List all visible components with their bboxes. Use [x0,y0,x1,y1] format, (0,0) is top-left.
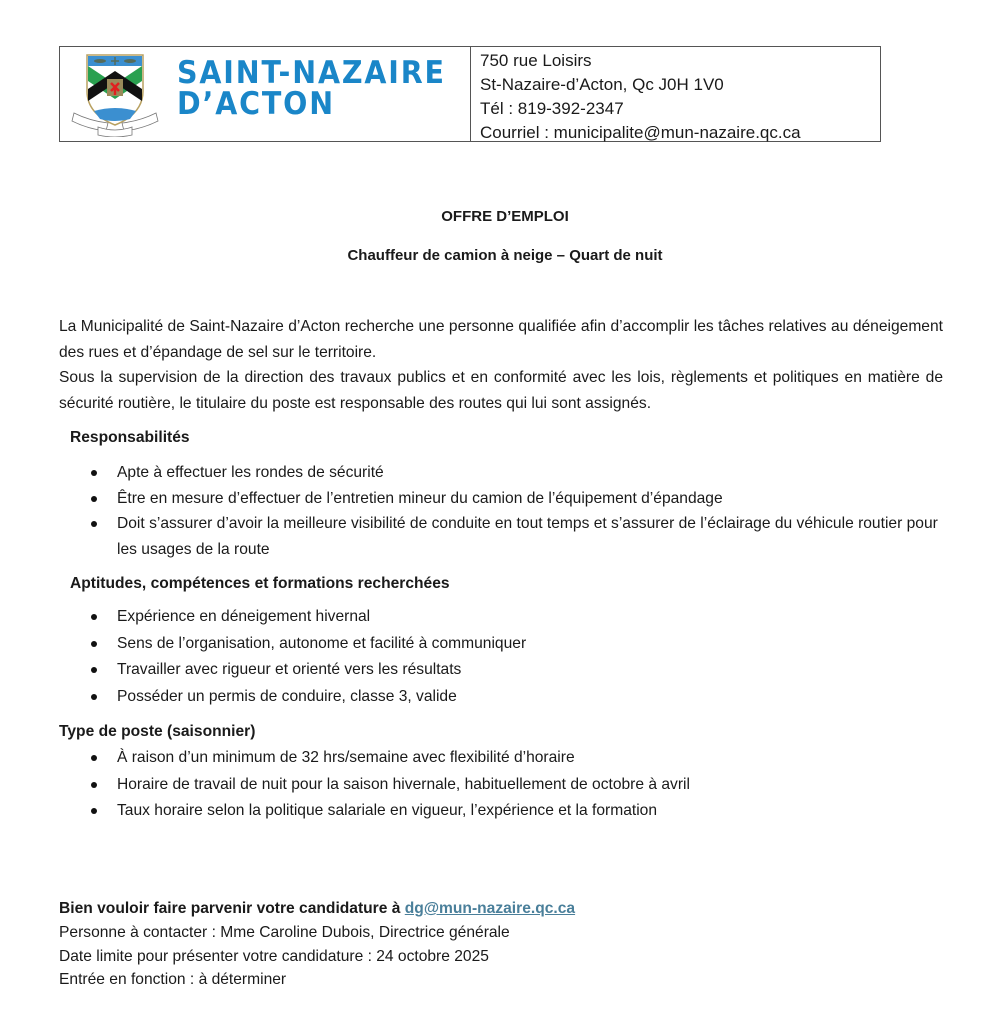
list-item: Apte à effectuer les rondes de sécurité [59,460,943,486]
job-title: Chauffeur de camion à neige – Quart de nuit [347,247,663,264]
apply-line [59,897,575,921]
letterhead [59,46,881,142]
phone: Tél : 819-392-2347 [480,99,624,118]
list-item: À raison d’un minimum de 32 hrs/semaine avec flexibilité d’horaire [59,745,943,772]
list-item: Expérience en déneigement hivernal [59,604,943,631]
contact-info [471,47,801,141]
municipality-name [177,55,446,122]
section-heading-type-poste: Type de poste (saisonnier) [59,723,256,741]
responsibilities-list [59,460,943,562]
list-item: Posséder un permis de conduire, classe 3, valide [59,684,943,711]
section-heading-aptitudes: Aptitudes, compétences et formations recherchées [70,575,450,593]
municipal-crest-icon [70,51,160,137]
section-heading-responsabilites: Responsabilités [70,429,190,447]
list-item: Travailler avec rigueur et orienté vers les résultats [59,657,943,684]
list-item: Sens de l’organisation, autonome et facilité à communiquer [59,631,943,658]
address-line-1: 750 rue Loisirs [480,51,592,70]
brand-line-2: D’ACTON [177,86,335,122]
address-line-2: St-Nazaire-d’Acton, Qc J0H 1V0 [480,75,724,94]
intro-paragraph-2: Sous la supervision de la direction des travaux publics et en conformité avec les lois, règlements et politiques en matière de sécurité routière, le titulaire du poste est responsable des routes qui lui sont assignés. [59,369,943,412]
brand-line-1: SAINT-NAZAIRE [177,55,446,91]
start-date: Entrée en fonction : à déterminer [59,971,287,989]
intro-paragraph-1: La Municipalité de Saint-Nazaire d’Acton recherche une personne qualifiée afin d’accomplir les tâches relatives au déneigement des rues et d’épandage de sel sur le territoire. [59,318,943,361]
document-body [59,314,943,825]
list-item: Doit s’assurer d’avoir la meilleure visibilité de conduite en tout temps et s’assurer de l’éclairage du véhicule routier pour les usages de la route [59,511,943,562]
deadline: Date limite pour présenter votre candidature : 24 octobre 2025 [59,947,489,965]
list-item: Horaire de travail de nuit pour la saison hivernale, habituellement de octobre à avril [59,772,943,799]
application-info [59,897,575,992]
logo-cell [60,47,471,141]
list-item: Être en mesure d’effectuer de l’entretien mineur du camion de l’équipement d’épandage [59,486,943,512]
apply-text: Bien vouloir faire parvenir votre candidature à [59,900,405,917]
apply-email-link[interactable]: dg@mun-nazaire.qc.ca [404,900,576,917]
document-title: OFFRE D’EMPLOI [441,208,569,225]
list-item: Taux horaire selon la politique salariale en vigueur, l’expérience et la formation [59,798,943,825]
email: Courriel : municipalite@mun-nazaire.qc.ca [480,123,801,142]
job-type-list [59,745,943,825]
aptitudes-list [59,604,943,710]
contact-person: Personne à contacter : Mme Caroline Dubois, Directrice générale [59,923,510,941]
